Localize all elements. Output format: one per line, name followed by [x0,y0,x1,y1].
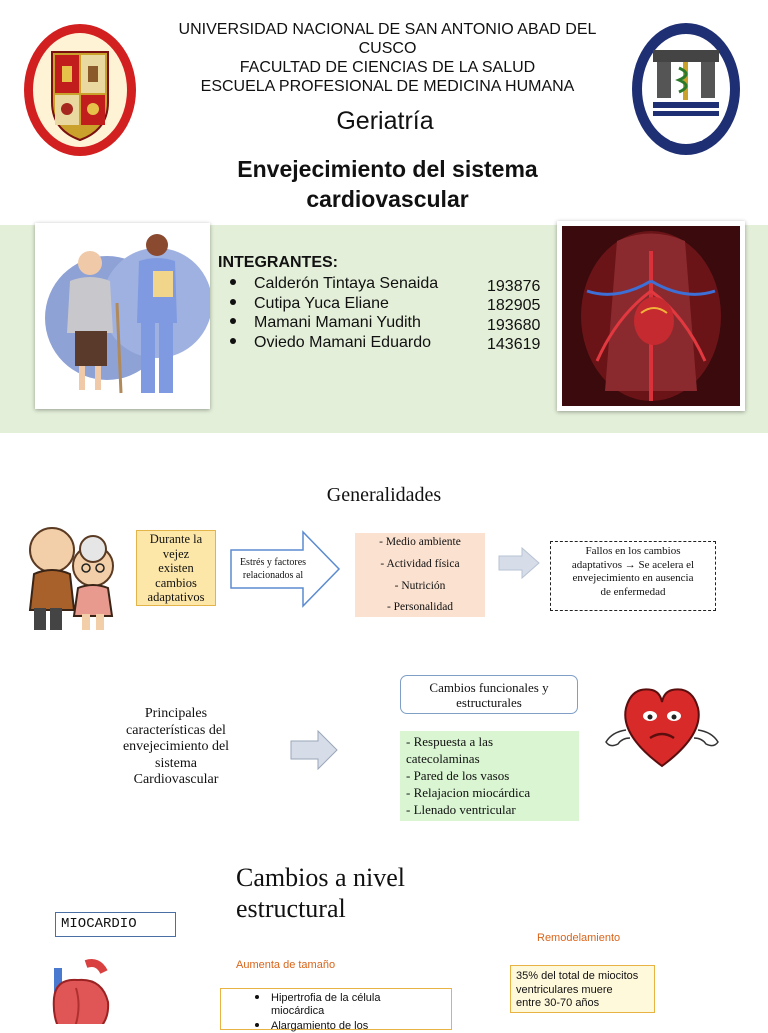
characteristics-line: sistema [155,755,197,771]
miocardio-label-box: MIOCARDIO [55,912,176,937]
elderly-couple-illustration [20,522,125,634]
heart-anatomy-illustration [46,958,116,1024]
member-name: Mamani Mamani Yudith [254,314,421,331]
change-item: - Pared de los vasos [406,768,510,783]
factor-item: - Medio ambiente [379,536,461,548]
member-name: Oviedo Mamani Eduardo [254,334,431,351]
cardiovascular-anatomy-image [557,221,745,411]
changes-box-title: Cambios funcionales y [429,680,549,695]
bullet-icon [255,995,259,999]
structural-title-line: estructural [236,894,346,923]
sad-heart-icon [600,680,724,772]
university-coat-of-arms [22,22,138,158]
factor-item: - Nutrición [394,580,446,592]
change-item: - Respuesta a las [406,734,494,749]
member-item [230,314,421,332]
faculty-name: FACULTAD DE CIENCIAS DE LA SALUD [239,59,536,76]
faculty-seal [631,22,741,156]
member-code: 182905 [487,297,541,314]
document-title [170,154,605,214]
member-item [230,275,438,293]
stress-factors-text: Estrés y factores [239,557,307,568]
size-increase-label: Aumenta de tamaño [236,959,336,971]
members-heading: INTEGRANTES: [218,254,338,271]
adaptive-changes-text: vejez [162,546,190,561]
member-name: Calderón Tintaya Senaida [254,275,439,292]
structural-title-line: Cambios a nivel [236,863,405,892]
remodeling-text: entre 30-70 años [516,997,600,1009]
remodeling-text: ventriculares muere [516,983,613,996]
stress-factors-text: relacionados al [242,570,304,581]
faculty-seal-label: UNSAAC [668,134,704,143]
hypertrophy-text: miocárdica [271,1005,325,1017]
accelerated-aging-text: de enfermedad [600,585,666,598]
section-title-generalidades: Generalidades [326,484,442,506]
elderly-care-illustration [35,223,210,409]
factors-list-box [355,533,485,617]
adaptive-changes-text: Durante la [149,532,203,546]
main-characteristics-text [102,706,250,789]
bullet-icon [230,338,236,344]
document-title-line1: Envejecimiento del sistema [237,156,538,182]
document-title-line2: cardiovascular [306,186,469,212]
bullet-icon [230,299,236,305]
change-item: - Llenado ventricular [406,802,516,817]
member-code: 143619 [487,336,541,353]
change-item: - Relajacion miocárdica [406,785,531,800]
functional-structural-changes-box [400,675,578,714]
adaptive-changes-text: adaptativos [147,590,205,604]
bullet-icon [230,318,236,324]
hypertrophy-text: Hipertrofia de la célula [271,992,381,1004]
elongation-text: Alargamiento de los [271,1020,369,1032]
right-arrow-icon [498,547,540,584]
accelerated-aging-text: envejecimiento en ausencia [572,572,694,584]
member-code: 193876 [487,278,541,295]
accelerated-aging-text: adaptativos → Se acelera el [571,558,695,571]
bullet-icon [230,279,236,285]
accelerated-aging-box [550,541,716,611]
changes-box-title: estructurales [456,695,522,710]
member-code: 193680 [487,317,541,334]
remodeling-box [510,965,655,1013]
university-name-line1: UNIVERSIDAD NACIONAL DE SAN ANTONIO ABAD DEL [178,21,597,38]
characteristics-line: envejecimiento del [122,739,230,754]
characteristics-line: características del [126,722,226,738]
member-item [230,334,431,352]
remodeling-label: Remodelamiento [537,932,621,944]
adaptive-changes-text: existen [158,561,194,575]
right-arrow-icon [290,730,338,775]
characteristics-line: Principales [144,706,208,721]
university-name-line2: CUSCO [358,40,417,57]
adaptive-changes-box [136,530,216,606]
subject-title: Geriatría [336,107,434,135]
structural-changes-title [236,862,405,924]
school-name: ESCUELA PROFESIONAL DE MEDICINA HUMANA [200,78,575,95]
change-item: catecolaminas [406,751,480,766]
member-name: Cutipa Yuca Eliane [254,295,389,312]
functional-changes-list [400,731,579,821]
member-item [230,295,389,313]
stress-factors-arrow [229,530,341,608]
factor-item: - Personalidad [386,601,454,613]
characteristics-line: Cardiovascular [133,772,219,787]
adaptive-changes-text: cambios [155,575,197,590]
factor-item: - Actividad física [380,558,460,570]
accelerated-aging-text: Fallos en los cambios [585,545,681,557]
remodeling-text: 35% del total de miocitos [516,970,639,982]
